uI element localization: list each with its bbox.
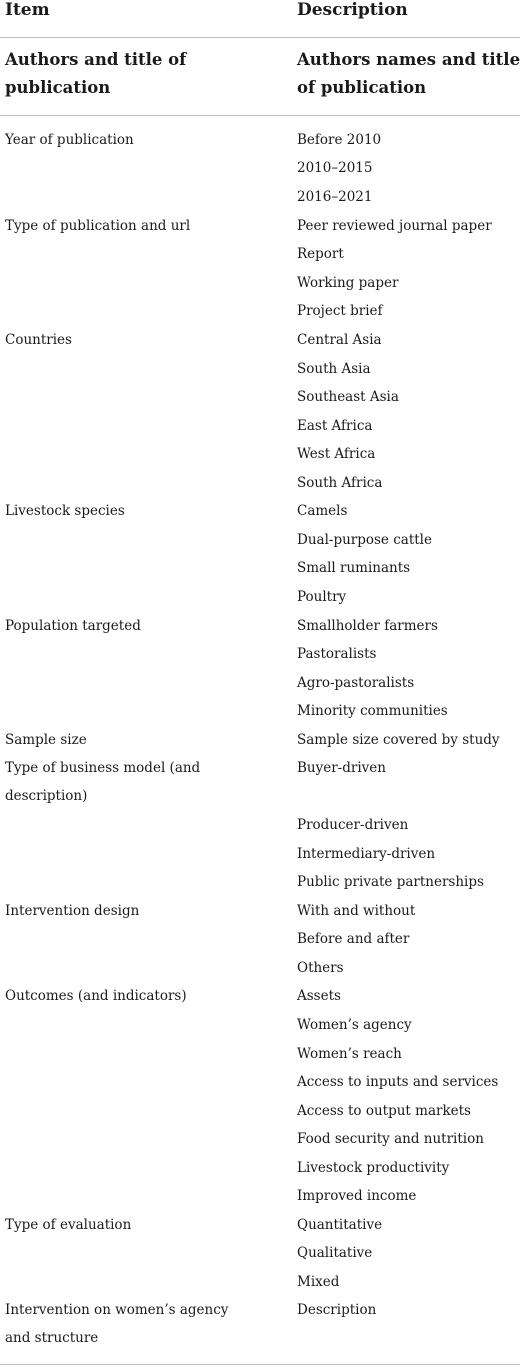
row-value: Camels — [297, 503, 348, 519]
subheader-item: Authors and title of publication — [5, 50, 187, 97]
row-value: 2016–2021 — [297, 189, 373, 205]
row-item-outcomes: Outcomes (and indicators) — [5, 988, 187, 1004]
row-value: Assets — [297, 988, 341, 1004]
row-item-sample-size: Sample size — [5, 732, 87, 748]
row-value: Minority communities — [297, 703, 448, 719]
row-value: Agro-pastoralists — [297, 675, 415, 691]
row-value: Working paper — [297, 275, 399, 291]
row-value: Others — [297, 960, 344, 976]
row-item-intervention-design: Intervention design — [5, 903, 140, 919]
row-value: With and without — [297, 903, 416, 919]
row-value: Food security and nutrition — [297, 1131, 484, 1147]
header-divider — [0, 37, 520, 38]
row-value: Women’s reach — [297, 1046, 402, 1062]
row-value: Report — [297, 246, 344, 262]
row-value: South Asia — [297, 361, 371, 377]
row-value: Access to output markets — [297, 1103, 471, 1119]
row-value: Buyer-driven — [297, 760, 386, 776]
row-value: Mixed — [297, 1274, 340, 1290]
row-item-countries: Countries — [5, 332, 72, 348]
row-value: Qualitative — [297, 1245, 373, 1261]
row-value: South Africa — [297, 475, 383, 491]
row-value: Public private partnerships — [297, 874, 484, 890]
row-item-intervention-womens-agency: Intervention on women’s agency and structure — [5, 1302, 229, 1346]
row-value: Southeast Asia — [297, 389, 399, 405]
row-value: Smallholder farmers — [297, 618, 438, 634]
row-item-type-of-publication: Type of publication and url — [5, 218, 191, 234]
row-value: Livestock productivity — [297, 1160, 450, 1176]
row-value: West Africa — [297, 446, 376, 462]
row-value: Peer reviewed journal paper — [297, 218, 492, 234]
row-value: Access to inputs and services — [297, 1074, 499, 1090]
column-header-item: Item — [5, 0, 50, 20]
subheader-description: Authors names and title of publication — [297, 50, 521, 97]
row-value: Women’s agency — [297, 1017, 412, 1033]
row-value: Quantitative — [297, 1217, 383, 1233]
row-value: Before and after — [297, 931, 410, 947]
column-header-description: Description — [297, 0, 408, 20]
table-bottom-rule — [0, 1364, 520, 1365]
row-value: Intermediary-driven — [297, 846, 436, 862]
row-value: Small ruminants — [297, 560, 411, 576]
row-item-type-of-evaluation: Type of evaluation — [5, 1217, 132, 1233]
row-value: Poultry — [297, 589, 347, 605]
row-value: Pastoralists — [297, 646, 377, 662]
row-value: Before 2010 — [297, 132, 382, 148]
row-value: Project brief — [297, 303, 383, 319]
row-value: Description — [297, 1302, 377, 1318]
row-item-business-model: Type of business model (and description) — [5, 760, 201, 804]
row-value: Producer-driven — [297, 817, 409, 833]
row-value: Improved income — [297, 1188, 417, 1204]
row-value: East Africa — [297, 418, 373, 434]
row-value: Sample size covered by study — [297, 732, 500, 748]
row-item-year-of-publication: Year of publication — [5, 132, 134, 148]
subheader-divider — [0, 115, 520, 116]
row-value: Central Asia — [297, 332, 382, 348]
row-value: Dual-purpose cattle — [297, 532, 432, 548]
row-item-population-targeted: Population targeted — [5, 618, 141, 634]
row-item-livestock-species: Livestock species — [5, 503, 125, 519]
row-value: 2010–2015 — [297, 160, 373, 176]
